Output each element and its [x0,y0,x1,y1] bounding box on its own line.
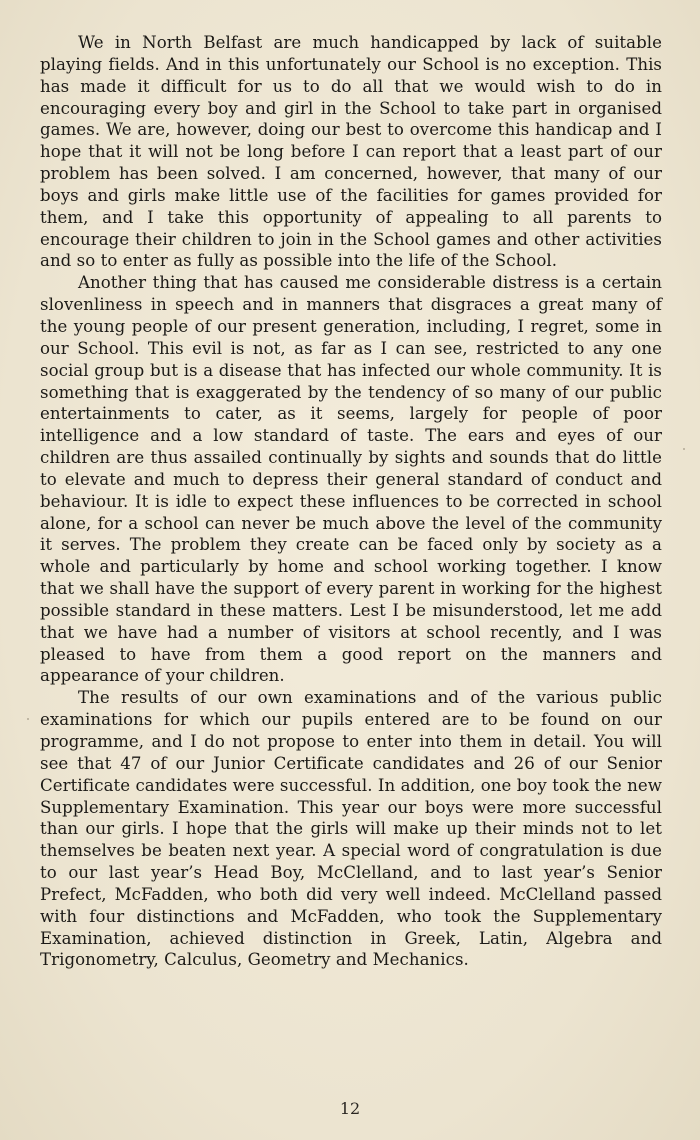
page-number: 12 [339,1099,361,1118]
paper-speck [27,718,29,720]
paper-speck [683,448,685,450]
paragraph-examinations: The results of our own examinations and of the various public examinations for which our pupils entered are to be found on our programme, and I do not propose to enter into them in detail. You will see that 47 of our Junior Certificate candidates and 26 of our Senior Certificate candidates were successful. In addition, one boy took the new Supplementary Examination. This year our boys were more successful than our girls. I hope that the girls will make up their minds not to let themselves be beaten next year. A special word of congratulation is due to our last year’s Head Boy, McClelland, and to last year’s Senior Prefect, McFadden, who both did very well indeed. McClelland passed with four distinctions and McFadden, who took the Supplementary Examination, achieved distinction in Greek, Latin, Algebra and Trigonometry, Calculus, Geometry and Mechanics. [40,688,662,970]
body-text [40,32,662,971]
paragraph-manners: Another thing that has caused me considerable distress is a certain slovenliness in speech and in manners that disgraces a great many of the young people of our present generation, including, I regret, some in our School. This evil is not, as far as I can see, restricted to any one social group but is a disease that has infected our whole community. It is something that is exaggerated by the tendency of so many of our public entertainments to cater, as it seems, largely for people of poor intelligence and a low standard of taste. The ears and eyes of our children are thus assailed continually by sights and sounds that do little to elevate and much to depress their general standard of conduct and behaviour. It is idle to expect these influences to be corrected in school alone, for a school can never be much above the level of the community it serves. The problem they create can be faced only by society as a whole and particularly by home and school working together. I know that we shall have the support of every parent in working for the highest possible standard in these matters. Lest I be misunderstood, let me add that we have had a number of visitors at school recently, and I was pleased to have from them a good report on the manners and appearance of your children. [40,273,662,686]
paragraph-playing-fields: We in North Belfast are much handicapped by lack of suitable playing fields. And in this unfortunately our School is no exception. This has made it difficult for us to do all that we would wish to do in encouraging every boy and girl in the School to take part in organised games. We are, however, doing our best to overcome this handicap and I hope that it will not be long before I can report that a least part of our problem has been solved. I am concerned, however, that many of our boys and girls make little use of the facilities for games provided for them, and I take this opportunity of appealing to all parents to encourage their children to join in the School games and other activities and so to enter as fully as possible into the life of the School. [40,33,662,271]
